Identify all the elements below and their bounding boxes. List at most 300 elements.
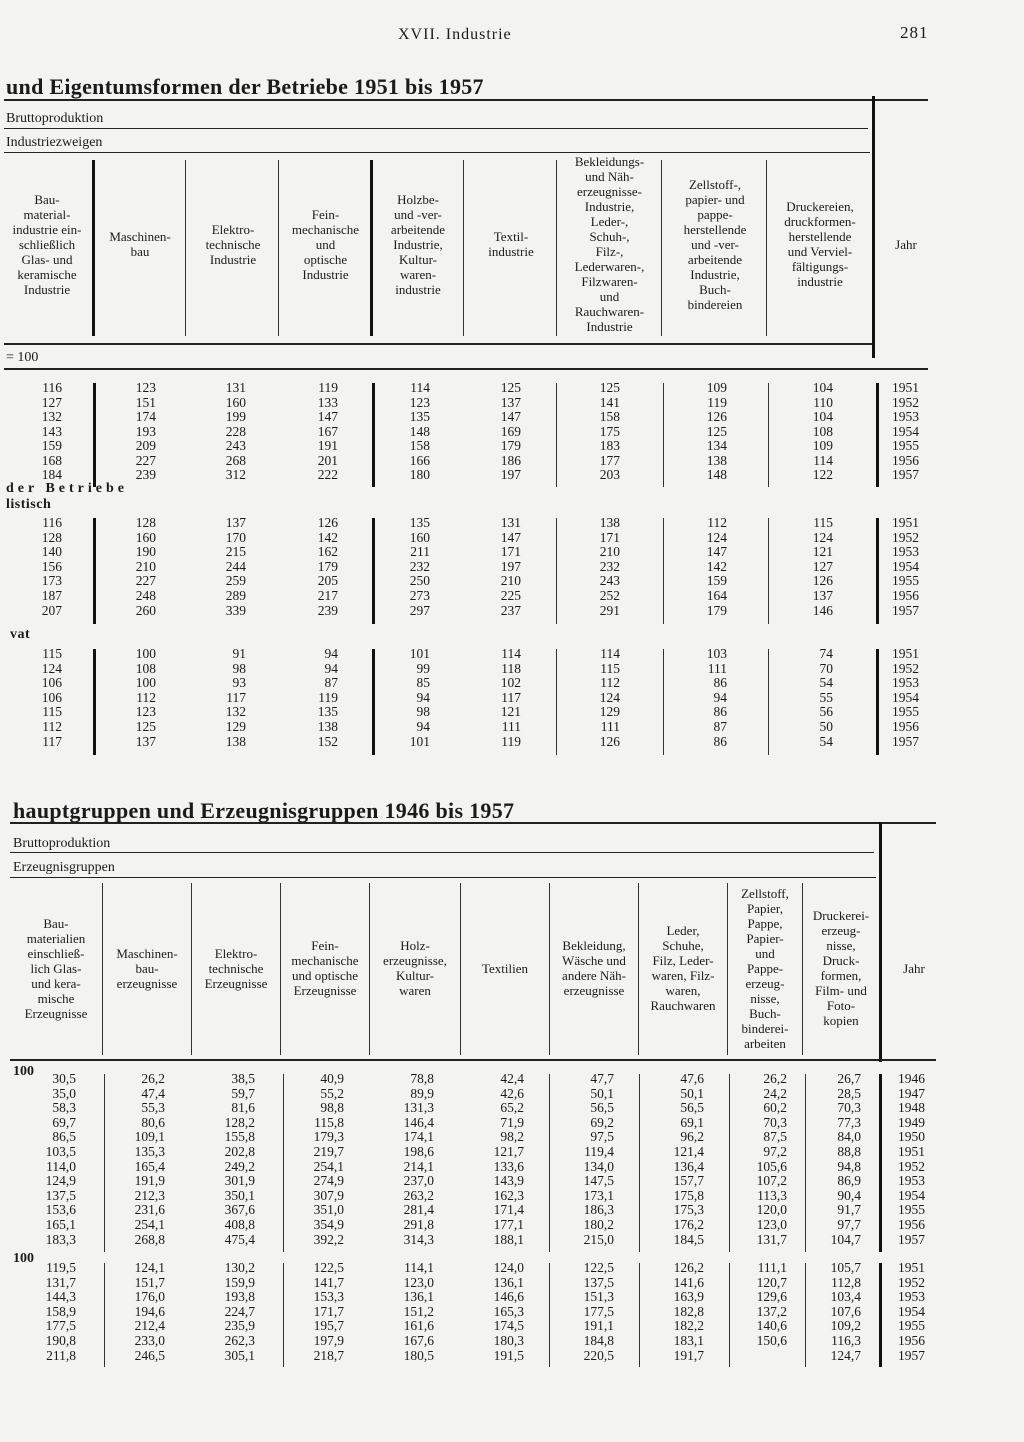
data-column bbox=[451, 647, 521, 749]
column-header-line: Industrie, bbox=[584, 199, 635, 214]
table-cell: 97,5 bbox=[590, 1129, 614, 1145]
table-cell: 28,5 bbox=[837, 1085, 861, 1101]
table-cell: 114 bbox=[600, 646, 620, 661]
table-cell: 47,4 bbox=[141, 1085, 165, 1101]
table-cell: 97,2 bbox=[763, 1143, 787, 1159]
table-cell: 26,7 bbox=[837, 1071, 861, 1086]
year-cell: 1951 bbox=[898, 1143, 925, 1159]
table-cell: 392,2 bbox=[313, 1231, 344, 1247]
table-cell: 177,5 bbox=[583, 1303, 614, 1319]
table-cell: 231,6 bbox=[134, 1202, 165, 1218]
table-cell: 116,3 bbox=[831, 1332, 861, 1348]
table-cell: 71,9 bbox=[500, 1114, 524, 1130]
data-column bbox=[0, 516, 62, 618]
table-cell: 111,1 bbox=[757, 1260, 787, 1275]
table-cell: 128 bbox=[41, 529, 62, 545]
table-cell: 171 bbox=[599, 529, 620, 545]
column-header-line: einschließ- bbox=[27, 945, 85, 961]
table-cell: 90,4 bbox=[837, 1187, 861, 1203]
table-cell: 130,2 bbox=[224, 1260, 255, 1275]
column-header-line: erzeug- bbox=[745, 975, 785, 991]
table-cell: 227 bbox=[135, 573, 156, 589]
column-rule bbox=[104, 1074, 105, 1252]
column-header-line: erzeugnisse- bbox=[577, 184, 642, 199]
column-header-line: binderei- bbox=[741, 1020, 789, 1036]
table-cell: 215,0 bbox=[583, 1231, 614, 1247]
column-header-line: material- bbox=[23, 206, 71, 222]
table-cell: 408,8 bbox=[224, 1216, 255, 1232]
year-column bbox=[898, 1072, 925, 1247]
table-cell: 110 bbox=[813, 394, 833, 410]
data-column bbox=[0, 381, 62, 483]
table-cell: 160 bbox=[135, 529, 156, 545]
table-cell: 174,5 bbox=[493, 1318, 524, 1334]
rule bbox=[369, 883, 370, 1055]
table-cell: 174 bbox=[135, 409, 156, 424]
table-cell: 195,7 bbox=[313, 1318, 344, 1334]
table-cell: 54 bbox=[819, 675, 833, 691]
data-column bbox=[657, 381, 727, 483]
data-column bbox=[544, 1072, 614, 1247]
column-header-line: und bbox=[315, 236, 336, 252]
column-header-line: nisse, bbox=[826, 938, 856, 953]
table-cell: 354,9 bbox=[313, 1216, 344, 1232]
table-cell: 210 bbox=[500, 573, 521, 589]
table-cell: 131,7 bbox=[45, 1274, 76, 1290]
table-cell: 115,8 bbox=[314, 1114, 344, 1130]
rule bbox=[185, 160, 186, 336]
column-header-line: Bau- bbox=[43, 915, 69, 931]
table-cell: 184,5 bbox=[673, 1231, 704, 1247]
table-cell: 211,8 bbox=[46, 1347, 76, 1363]
table-cell: 133 bbox=[317, 394, 338, 410]
data-column bbox=[717, 1261, 787, 1349]
table-cell: 137 bbox=[500, 394, 521, 410]
table-cell: 126,2 bbox=[673, 1260, 704, 1275]
table-cell: 107,6 bbox=[830, 1303, 861, 1319]
column-header-line: bau bbox=[130, 244, 150, 259]
data-column bbox=[791, 1261, 861, 1363]
table-cell: 125 bbox=[706, 423, 727, 439]
column-header-line: materialien bbox=[26, 930, 86, 946]
table-cell: 268,8 bbox=[134, 1231, 165, 1247]
table-cell: 125 bbox=[135, 718, 156, 734]
table-cell: 98,8 bbox=[320, 1100, 344, 1116]
column-header-line: Industrie bbox=[586, 319, 633, 334]
table-cell: 301,9 bbox=[224, 1173, 255, 1189]
data-column bbox=[657, 647, 727, 749]
table-cell: 171,7 bbox=[313, 1303, 344, 1319]
table-cell: 94 bbox=[416, 689, 430, 705]
column-header-line: Erzeugnisse bbox=[204, 975, 268, 991]
index-base: = 100 bbox=[6, 350, 39, 365]
column-header-line: Industrie bbox=[209, 251, 257, 267]
data-column bbox=[550, 381, 620, 483]
table-cell: 157,7 bbox=[673, 1173, 704, 1189]
table-cell: 174,1 bbox=[403, 1129, 434, 1145]
table-cell: 138 bbox=[706, 452, 727, 468]
table-cell: 129,6 bbox=[756, 1289, 787, 1305]
column-header-line: druckformen- bbox=[784, 214, 856, 229]
section2-sub1: Bruttoproduktion bbox=[13, 836, 111, 851]
table-cell: 38,5 bbox=[231, 1071, 255, 1086]
section1-sub2: Industriezweigen bbox=[6, 135, 103, 150]
column-header-line: erzeugnisse bbox=[563, 983, 625, 998]
table-cell: 203 bbox=[599, 467, 620, 482]
column-header-line: und Verviel- bbox=[787, 244, 853, 259]
table-cell: 105,6 bbox=[756, 1158, 787, 1174]
column-header-line: mische bbox=[37, 990, 75, 1006]
data-column bbox=[763, 381, 833, 483]
column-header bbox=[12, 880, 100, 1056]
column-header-line: Kultur- bbox=[398, 251, 437, 267]
data-column bbox=[268, 381, 338, 483]
table-cell: 123 bbox=[135, 704, 156, 720]
table-cell: 100 bbox=[135, 646, 156, 661]
column-rule bbox=[729, 1074, 730, 1252]
table-cell: 202,8 bbox=[224, 1143, 255, 1159]
table-cell: 126 bbox=[317, 515, 338, 530]
year-cell: 1956 bbox=[898, 1216, 925, 1232]
year-cell: 1952 bbox=[898, 1274, 925, 1290]
column-header bbox=[281, 152, 370, 336]
rule bbox=[10, 877, 876, 878]
data-column bbox=[0, 647, 62, 749]
table-cell: 58,3 bbox=[52, 1100, 76, 1116]
data-column bbox=[176, 381, 246, 483]
table-cell: 305,1 bbox=[224, 1347, 255, 1363]
year-column bbox=[898, 1261, 925, 1363]
column-header-line: mechanische bbox=[291, 953, 359, 968]
year-cell: 1957 bbox=[898, 1231, 925, 1247]
data-column bbox=[176, 647, 246, 749]
group-label-vat: vat bbox=[10, 627, 31, 642]
table-cell: 108 bbox=[812, 423, 833, 439]
table-cell: 122,5 bbox=[313, 1260, 344, 1275]
table-cell: 117 bbox=[501, 689, 521, 705]
column-rule bbox=[663, 383, 664, 487]
table-cell: 121 bbox=[500, 704, 521, 720]
table-cell: 88,8 bbox=[837, 1143, 861, 1159]
table-cell: 136,1 bbox=[493, 1274, 524, 1290]
table-cell: 106 bbox=[41, 689, 62, 705]
table-cell: 151,7 bbox=[134, 1274, 165, 1290]
column-header-line: arbeiten bbox=[744, 1035, 786, 1051]
table-cell: 54 bbox=[819, 733, 833, 749]
column-rule bbox=[876, 649, 879, 755]
rule bbox=[879, 822, 882, 1062]
column-rule bbox=[639, 1074, 640, 1252]
column-header-line: Buch- bbox=[699, 281, 731, 297]
column-rule bbox=[876, 518, 879, 624]
table-cell: 209 bbox=[135, 438, 156, 453]
column-header bbox=[883, 880, 945, 1056]
table-cell: 191,9 bbox=[134, 1173, 165, 1189]
table-cell: 177 bbox=[599, 452, 620, 468]
table-cell: 77,3 bbox=[837, 1114, 861, 1130]
table-cell: 40,9 bbox=[320, 1071, 344, 1086]
table-cell: 143,9 bbox=[493, 1173, 524, 1189]
column-header-line: Fein- bbox=[311, 938, 339, 953]
data-column bbox=[550, 516, 620, 618]
table-cell: 42,6 bbox=[500, 1085, 524, 1101]
table-cell: 47,6 bbox=[680, 1071, 704, 1086]
rule bbox=[278, 160, 279, 336]
column-rule bbox=[93, 518, 96, 624]
table-cell: 193,8 bbox=[224, 1289, 255, 1305]
column-header bbox=[2, 152, 92, 336]
table-cell: 55,3 bbox=[141, 1100, 165, 1116]
table-cell: 123,0 bbox=[403, 1274, 434, 1290]
table-cell: 103,4 bbox=[830, 1289, 861, 1305]
table-cell: 165,4 bbox=[134, 1158, 165, 1174]
table-cell: 138 bbox=[317, 718, 338, 734]
table-cell: 56,5 bbox=[590, 1100, 614, 1116]
table-cell: 126 bbox=[812, 573, 833, 589]
column-header-line: industrie bbox=[395, 281, 441, 297]
table-cell: 191,5 bbox=[493, 1347, 524, 1363]
group-label-100-a: 100 bbox=[13, 1064, 34, 1079]
table-cell: 136,1 bbox=[403, 1289, 434, 1305]
year-cell: 1955 bbox=[898, 1202, 925, 1218]
year-cell: 1957 bbox=[898, 1347, 925, 1363]
data-column bbox=[185, 1072, 255, 1247]
table-cell: 134,0 bbox=[583, 1158, 614, 1174]
table-cell: 137,5 bbox=[45, 1187, 76, 1203]
table-cell: 184 bbox=[41, 467, 62, 482]
column-rule bbox=[879, 1074, 882, 1252]
table-cell: 179 bbox=[317, 558, 338, 574]
year-cell: 1950 bbox=[898, 1129, 925, 1145]
table-cell: 114,1 bbox=[404, 1260, 434, 1275]
table-cell: 188,1 bbox=[493, 1231, 524, 1247]
column-rule bbox=[805, 1263, 806, 1367]
year-cell: 1952 bbox=[892, 660, 919, 676]
column-header-line: Rauchwaren bbox=[650, 998, 716, 1013]
column-rule bbox=[768, 649, 769, 755]
table-cell: 135 bbox=[317, 704, 338, 720]
table-cell: 147 bbox=[317, 409, 338, 424]
column-header-line: Erzeugnisse bbox=[293, 983, 357, 998]
table-cell: 164 bbox=[706, 587, 727, 603]
table-cell: 198,6 bbox=[403, 1143, 434, 1159]
data-column bbox=[657, 516, 727, 618]
table-cell: 179 bbox=[500, 438, 521, 453]
table-cell: 239 bbox=[135, 467, 156, 482]
table-cell: 124 bbox=[706, 529, 727, 545]
table-cell: 235,9 bbox=[224, 1318, 255, 1334]
table-cell: 153,3 bbox=[313, 1289, 344, 1305]
table-cell: 112 bbox=[136, 689, 156, 705]
table-cell: 260 bbox=[135, 602, 156, 618]
column-header-line: fältigungs- bbox=[791, 259, 849, 274]
column-header-line: Kultur- bbox=[395, 968, 434, 983]
table-cell: 207 bbox=[41, 602, 62, 618]
table-cell: 227 bbox=[135, 452, 156, 468]
table-cell: 105,7 bbox=[830, 1260, 861, 1275]
table-cell: 262,3 bbox=[224, 1332, 255, 1348]
table-cell: 143 bbox=[41, 423, 62, 439]
table-cell: 161,6 bbox=[403, 1318, 434, 1334]
table-cell: 109,2 bbox=[830, 1318, 861, 1334]
column-header-line: Industrie bbox=[302, 266, 349, 282]
table-cell: 160 bbox=[225, 394, 246, 410]
table-cell: 273 bbox=[409, 587, 430, 603]
table-cell: 135 bbox=[409, 515, 430, 530]
section1-sub1: Bruttoproduktion bbox=[6, 111, 104, 126]
table-cell: 187 bbox=[41, 587, 62, 603]
table-cell: 111 bbox=[600, 718, 620, 734]
table-cell: 116 bbox=[42, 380, 62, 395]
table-cell: 121,7 bbox=[493, 1143, 524, 1159]
table-cell: 217 bbox=[317, 587, 338, 603]
running-header: XVII. Industrie bbox=[398, 26, 512, 43]
table-cell: 50,1 bbox=[680, 1085, 704, 1101]
column-header-line: und Näh- bbox=[585, 169, 634, 184]
table-cell: 124,0 bbox=[493, 1260, 524, 1275]
table-cell: 93 bbox=[232, 675, 246, 691]
table-cell: 124 bbox=[41, 660, 62, 676]
data-column bbox=[6, 1261, 76, 1363]
data-column bbox=[763, 647, 833, 749]
column-header-line: industrie ein- bbox=[12, 221, 82, 237]
column-header bbox=[551, 880, 637, 1056]
year-cell: 1952 bbox=[892, 394, 919, 410]
table-cell: 97,7 bbox=[837, 1216, 861, 1232]
column-header-line: Glas- und bbox=[21, 251, 73, 267]
table-cell: 168 bbox=[41, 452, 62, 468]
table-cell: 183 bbox=[599, 438, 620, 453]
table-cell: 159 bbox=[41, 438, 62, 453]
data-column bbox=[268, 647, 338, 749]
table-cell: 70,3 bbox=[763, 1114, 787, 1130]
table-cell: 125 bbox=[599, 380, 620, 395]
rule bbox=[727, 883, 728, 1055]
table-cell: 199 bbox=[225, 409, 246, 424]
table-cell: 89,9 bbox=[410, 1085, 434, 1101]
table-cell: 215 bbox=[225, 544, 246, 560]
table-cell: 106 bbox=[41, 675, 62, 691]
table-cell: 173 bbox=[41, 573, 62, 589]
table-cell: 180,5 bbox=[403, 1347, 434, 1363]
column-header-line: herstellende bbox=[788, 229, 852, 244]
table-cell: 59,7 bbox=[231, 1085, 255, 1101]
table-cell: 94 bbox=[324, 646, 338, 661]
column-header-line: Druckerei- bbox=[812, 908, 870, 923]
column-rule bbox=[372, 383, 375, 487]
table-cell: 170 bbox=[225, 529, 246, 545]
table-cell: 165,1 bbox=[45, 1216, 76, 1232]
table-cell: 109 bbox=[812, 438, 833, 453]
table-cell: 98 bbox=[232, 660, 246, 676]
rule bbox=[10, 852, 874, 853]
table-cell: 250 bbox=[409, 573, 430, 589]
column-header-line: Industrie bbox=[23, 281, 71, 297]
column-header-line: Holzbe- bbox=[397, 191, 439, 207]
year-cell: 1955 bbox=[892, 573, 919, 589]
table-cell: 212,4 bbox=[134, 1318, 165, 1334]
table-cell: 158,9 bbox=[45, 1303, 76, 1319]
column-rule bbox=[549, 1074, 550, 1252]
column-header-line: Zellstoff, bbox=[741, 885, 789, 901]
table-cell: 96,2 bbox=[680, 1129, 704, 1145]
table-cell: 243 bbox=[225, 438, 246, 453]
table-cell: 179 bbox=[706, 602, 727, 618]
table-cell: 115 bbox=[600, 660, 620, 676]
table-cell: 117 bbox=[226, 689, 246, 705]
table-cell: 190,8 bbox=[45, 1332, 76, 1348]
table-cell: 124,1 bbox=[134, 1260, 165, 1275]
column-rule bbox=[283, 1263, 284, 1367]
table-cell: 56,5 bbox=[680, 1100, 704, 1116]
table-cell: 367,6 bbox=[224, 1202, 255, 1218]
table-cell: 193 bbox=[135, 423, 156, 439]
data-column bbox=[634, 1261, 704, 1363]
table-cell: 314,3 bbox=[403, 1231, 434, 1247]
data-column bbox=[274, 1261, 344, 1363]
data-column bbox=[274, 1072, 344, 1247]
table-cell: 144,3 bbox=[45, 1289, 76, 1305]
column-rule bbox=[639, 1263, 640, 1367]
table-cell: 186 bbox=[500, 452, 521, 468]
year-cell: 1955 bbox=[898, 1318, 925, 1334]
group-label-betriebe: der Betriebe bbox=[6, 481, 128, 496]
table-cell: 81,6 bbox=[231, 1100, 255, 1116]
table-cell: 219,7 bbox=[313, 1143, 344, 1159]
table-cell: 228 bbox=[225, 423, 246, 439]
table-cell: 134 bbox=[706, 438, 727, 453]
table-cell: 98 bbox=[416, 704, 430, 720]
column-header bbox=[729, 880, 801, 1056]
column-header-line: bindereien bbox=[687, 296, 743, 312]
table-cell: 112 bbox=[42, 718, 62, 734]
column-header-line: Druckereien, bbox=[786, 199, 854, 214]
column-header-line: Holz- bbox=[400, 938, 430, 953]
table-cell: 136,4 bbox=[673, 1158, 704, 1174]
table-cell: 101 bbox=[409, 733, 430, 749]
table-cell: 147 bbox=[706, 544, 727, 560]
column-rule bbox=[768, 518, 769, 624]
column-header-line: Textil- bbox=[493, 229, 529, 244]
column-header-line: schließlich bbox=[18, 236, 76, 252]
table-cell: 281,4 bbox=[403, 1202, 434, 1218]
table-cell: 112 bbox=[707, 515, 727, 530]
column-header bbox=[664, 152, 766, 336]
table-cell: 183,3 bbox=[45, 1231, 76, 1247]
table-cell: 176,2 bbox=[673, 1216, 704, 1232]
column-header-line: Pappe- bbox=[746, 960, 784, 976]
column-header-line: bau- bbox=[135, 960, 159, 976]
table-cell: 133,6 bbox=[493, 1158, 524, 1174]
column-rule bbox=[805, 1074, 806, 1252]
column-header-line: Zellstoff-, bbox=[688, 176, 742, 192]
table-cell: 155,8 bbox=[224, 1129, 255, 1145]
table-cell: 148 bbox=[706, 467, 727, 482]
column-header bbox=[770, 152, 870, 336]
table-cell: 69,2 bbox=[590, 1114, 614, 1130]
table-cell: 210 bbox=[135, 558, 156, 574]
column-header bbox=[193, 880, 279, 1056]
column-rule bbox=[549, 1263, 550, 1367]
table-cell: 123 bbox=[135, 380, 156, 395]
table-cell: 98,2 bbox=[500, 1129, 524, 1145]
column-header-line: andere Näh- bbox=[562, 968, 626, 983]
column-header-line: Elektro- bbox=[214, 945, 258, 961]
year-cell: 1953 bbox=[892, 409, 919, 424]
table-cell: 232 bbox=[409, 558, 430, 574]
table-cell: 56 bbox=[819, 704, 833, 720]
table-cell: 107,2 bbox=[756, 1173, 787, 1189]
